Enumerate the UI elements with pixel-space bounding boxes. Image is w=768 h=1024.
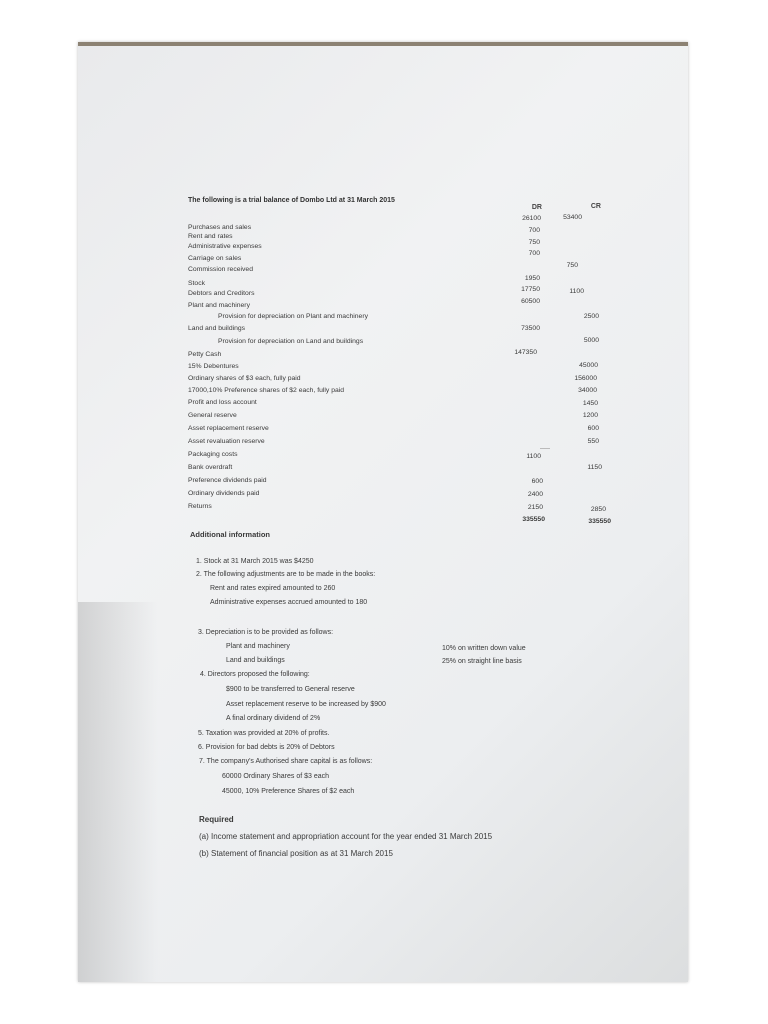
info-line: 6. Provision for bad debts is 20% of Debtors xyxy=(198,744,335,751)
dr-value: 17750 xyxy=(521,286,540,293)
account-name: Asset replacement reserve xyxy=(188,425,269,432)
info-line: 45000, 10% Preference Shares of $2 each xyxy=(222,788,355,795)
account-name: Bank overdraft xyxy=(188,464,233,471)
account-name: Provision for depreciation on Land and buildings xyxy=(218,338,364,345)
info-line: Rent and rates expired amounted to 260 xyxy=(210,585,336,592)
account-name: Returns xyxy=(188,503,212,510)
account-name: Profit and loss account xyxy=(188,399,257,406)
dr-value: 26100 xyxy=(522,215,541,222)
dr-value: 1100 xyxy=(526,453,541,460)
required-heading: Required xyxy=(199,815,234,824)
account-name: Debtors and Creditors xyxy=(188,290,255,297)
account-name: Ordinary shares of $3 each, fully paid xyxy=(188,375,301,382)
dr-value: 2400 xyxy=(527,491,543,498)
account-name: Petty Cash xyxy=(188,351,222,358)
account-name: Commission received xyxy=(188,266,253,273)
info-line: 3. Depreciation is to be provided as follows: xyxy=(198,629,334,636)
account-name: General reserve xyxy=(188,412,237,419)
cr-value: 2500 xyxy=(583,313,599,320)
info-line: 60000 Ordinary Shares of $3 each xyxy=(222,773,330,780)
cr-value: 2850 xyxy=(590,506,606,513)
cr-value: 1450 xyxy=(582,400,598,407)
info-line: 10% on written down value xyxy=(442,645,526,652)
account-name: Stock xyxy=(188,280,205,287)
cr-value: 156000 xyxy=(574,375,597,382)
info-line: 5. Taxation was provided at 20% of profits. xyxy=(198,730,330,737)
cr-value: 34000 xyxy=(578,387,597,394)
account-name: Ordinary dividends paid xyxy=(188,490,260,497)
account-name: Provision for depreciation on Plant and machinery xyxy=(218,313,368,320)
account-name: Administrative expenses xyxy=(188,243,262,250)
info-line: 2. The following adjustments are to be made in the books: xyxy=(196,571,376,578)
dr-value: 750 xyxy=(528,239,540,246)
dr-value: 700 xyxy=(528,227,540,234)
account-name: 17000,10% Preference shares of $2 each, fully paid xyxy=(188,387,345,394)
info-line: 7. The company's Authorised share capital is as follows: xyxy=(199,758,373,765)
dr-value: 1950 xyxy=(524,275,540,282)
account-name: 15% Debentures xyxy=(188,363,239,370)
cr-value: 1200 xyxy=(582,412,598,419)
dr-column-header: DR xyxy=(531,204,542,211)
account-name: Packaging costs xyxy=(188,451,238,458)
info-line: $900 to be transferred to General reserve xyxy=(226,686,355,693)
additional-info-heading: Additional information xyxy=(190,530,270,539)
cr-value: 750 xyxy=(566,262,578,269)
cr-value: 550 xyxy=(587,438,599,445)
account-name: Rent and rates xyxy=(188,233,233,240)
dr-value: 600 xyxy=(531,478,543,485)
dr-value: 147350 xyxy=(514,349,537,356)
account-name: Purchases and sales xyxy=(188,224,252,231)
info-line: Administrative expenses accrued amounted to 180 xyxy=(210,599,368,606)
info-line: Asset replacement reserve to be increased by $900 xyxy=(226,701,386,708)
info-line: A final ordinary dividend of 2% xyxy=(226,715,321,722)
required-item-a: (a) Income statement and appropriation account for the year ended 31 March 2015 xyxy=(199,832,493,841)
required-item-b: (b) Statement of financial position as at 31 March 2015 xyxy=(199,849,393,858)
top-edge-shadow xyxy=(78,42,688,46)
cr-value: 45000 xyxy=(579,362,598,369)
info-line: 25% on straight line basis xyxy=(442,658,522,665)
cr-column-header: CR xyxy=(590,203,601,210)
info-line: Plant and machinery xyxy=(226,643,290,650)
pen-mark xyxy=(540,448,550,449)
info-line: 4. Directors proposed the following: xyxy=(200,671,310,678)
account-name: Land and buildings xyxy=(188,325,246,332)
cr-total: 335550 xyxy=(588,518,611,525)
dr-value: 60500 xyxy=(521,298,540,305)
cr-value: 600 xyxy=(587,425,599,432)
account-name: Plant and machinery xyxy=(188,302,250,309)
dr-value: 73500 xyxy=(521,325,540,332)
trial-balance-title: The following is a trial balance of Dombo Ltd at 31 March 2015 xyxy=(188,197,395,204)
lighting-shadow xyxy=(78,602,158,982)
dr-value: 2150 xyxy=(527,504,543,511)
cr-value: 1150 xyxy=(587,464,602,471)
cr-value: 53400 xyxy=(563,214,582,221)
dr-total: 335550 xyxy=(522,516,545,523)
info-line: 1. Stock at 31 March 2015 was $4250 xyxy=(196,558,314,565)
account-name: Preference dividends paid xyxy=(188,477,267,484)
dr-value: 700 xyxy=(528,250,540,257)
account-name: Asset revaluation reserve xyxy=(188,438,265,445)
account-name: Carriage on sales xyxy=(188,255,242,262)
cr-value: 1100 xyxy=(569,288,584,295)
info-line: Land and buildings xyxy=(226,657,285,664)
cr-value: 5000 xyxy=(583,337,599,344)
